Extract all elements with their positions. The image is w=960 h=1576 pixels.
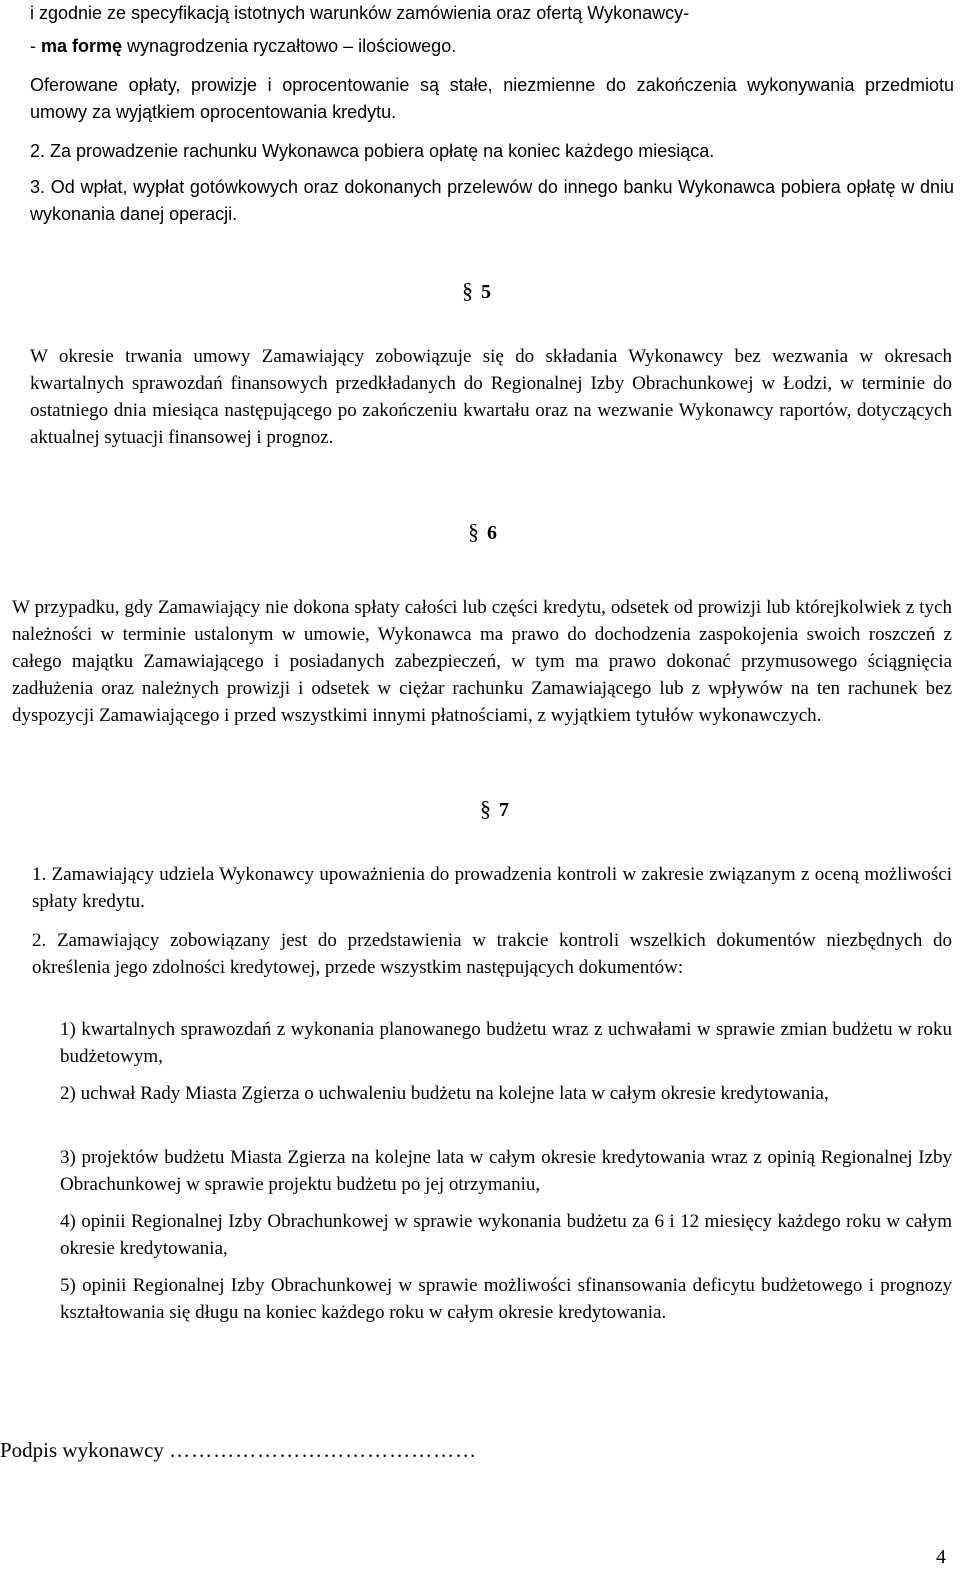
subitem-text: opinii Regionalnej Izby Obrachunkowej w sprawie wykonania budżetu za 6 i 12 miesięcy każdego roku w całym okresie kredytowania, — [60, 1211, 952, 1259]
section-6-text: W przypadku, gdy Zamawiający nie dokona spłaty całości lub części kredytu, odsetek od prowizji lub którejkolwiek z tych należności w terminie ustalonym w umowie, Wykonawca ma prawo do dochodzenia zaspokojenia swoich roszczeń z całego majątku Zamawiającego i posiadanych zabezpieczeń, w tym ma prawo dokonać przymusowego ściągnięcia zadłużenia oraz należnych prowizji i odsetek w ciężar rachunku Zamawiającego lub z wpływów na ten rachunek bez dyspozycji Zamawiającego i przed wszystkimi innymi płatnościami, z wyjątkiem tytułów wykonawczych. — [12, 597, 952, 726]
intro-item-3: 3. Od wpłat, wypłat gotówkowych oraz dokonanych przelewów do innego banku Wykonawca pobiera opłatę w dniu wykonania danej operacji. — [30, 177, 954, 224]
section-7-subitem-2 — [60, 1080, 952, 1107]
section-7-number: 7 — [499, 799, 509, 821]
item-text: Zamawiający zobowiązany jest do przedstawienia w trakcie kontroli wszelkich dokumentów niezbędnych do określenia jego zdolności kredytowej, przede wszystkim następujących dokumentów: — [32, 930, 953, 978]
subitem-number: 3) — [60, 1147, 76, 1168]
intro-line-2-prefix: - — [30, 36, 41, 56]
section-5-text: W okresie trwania umowy Zamawiający zobowiązuje się do składania Wykonawcy bez wezwania w okresach kwartalnych sprawozdań finansowych przedkładanych do Regionalnej Izby Obrachunkowej w Łodzi, w terminie do ostatniego dnia miesiąca następującego po zakończeniu kwartału oraz na wezwanie Wykonawcy raportów, dotyczących aktualnej sytuacji finansowej i prognoz. — [30, 346, 952, 448]
section-7-subitem-1 — [60, 1016, 952, 1070]
page-number: 4 — [936, 1546, 946, 1568]
signature-dots: …………………………………… — [169, 1438, 478, 1462]
intro-item-2: 2. Za prowadzenie rachunku Wykonawca pobiera opłatę na koniec każdego miesiąca. — [30, 141, 715, 161]
subitem-text: uchwał Rady Miasta Zgierza o uchwaleniu budżetu na kolejne lata w całym okresie kredytowania, — [80, 1083, 829, 1104]
subitem-number: 5) — [60, 1275, 76, 1296]
subitem-text: kwartalnych sprawozdań z wykonania planowanego budżetu wraz z uchwałami w sprawie zmian budżetu w roku budżetowym, — [60, 1019, 953, 1067]
subitem-number: 2) — [60, 1083, 76, 1104]
section-5-heading — [462, 277, 491, 306]
item-number: 2. — [32, 930, 47, 951]
intro-line-2-bold: ma formę — [41, 36, 123, 56]
intro-line-1: i zgodnie ze specyfikacją istotnych warunków zamówienia oraz ofertą Wykonawcy- — [30, 3, 690, 23]
section-7-item-1 — [32, 861, 952, 915]
section-7-subitem-3 — [60, 1144, 952, 1198]
section-symbol: § — [462, 278, 473, 303]
intro-fees-paragraph: Oferowane opłaty, prowizje i oprocentowanie są stałe, niezmienne do zakończenia wykonywania przedmiotu umowy za wyjątkiem oprocentowania kredytu. — [30, 75, 954, 122]
subitem-number: 4) — [60, 1211, 76, 1232]
section-7-subitem-5 — [60, 1272, 952, 1326]
section-6-heading — [468, 518, 497, 547]
section-7-subitem-4 — [60, 1208, 952, 1262]
signature-label: Podpis wykonawcy — [0, 1438, 164, 1462]
subitem-number: 1) — [60, 1019, 76, 1040]
section-symbol: § — [468, 519, 479, 544]
section-6-number: 6 — [487, 522, 497, 544]
intro-line-2-rest: wynagrodzenia ryczałtowo – ilościowego. — [122, 36, 457, 56]
item-number: 1. — [32, 864, 47, 885]
signature-line — [0, 1437, 477, 1464]
section-7-item-2 — [32, 927, 952, 981]
section-5-number: 5 — [481, 281, 491, 303]
subitem-text: projektów budżetu Miasta Zgierza na kolejne lata w całym okresie kredytowania wraz z opinią Regionalnej Izby Obrachunkowej w sprawie projektu budżetu po jej otrzymaniu, — [60, 1147, 953, 1195]
subitem-text: opinii Regionalnej Izby Obrachunkowej w sprawie możliwości sfinansowania deficytu budżetowego i prognozy kształtowania się długu na koniec każdego roku w całym okresie kredytowania. — [60, 1275, 953, 1323]
item-text: Zamawiający udziela Wykonawcy upoważnienia do prowadzenia kontroli w zakresie związanym z oceną możliwości spłaty kredytu. — [32, 864, 952, 912]
section-symbol: § — [480, 796, 491, 821]
section-7-heading — [480, 795, 509, 824]
intro-line-2 — [30, 33, 950, 60]
